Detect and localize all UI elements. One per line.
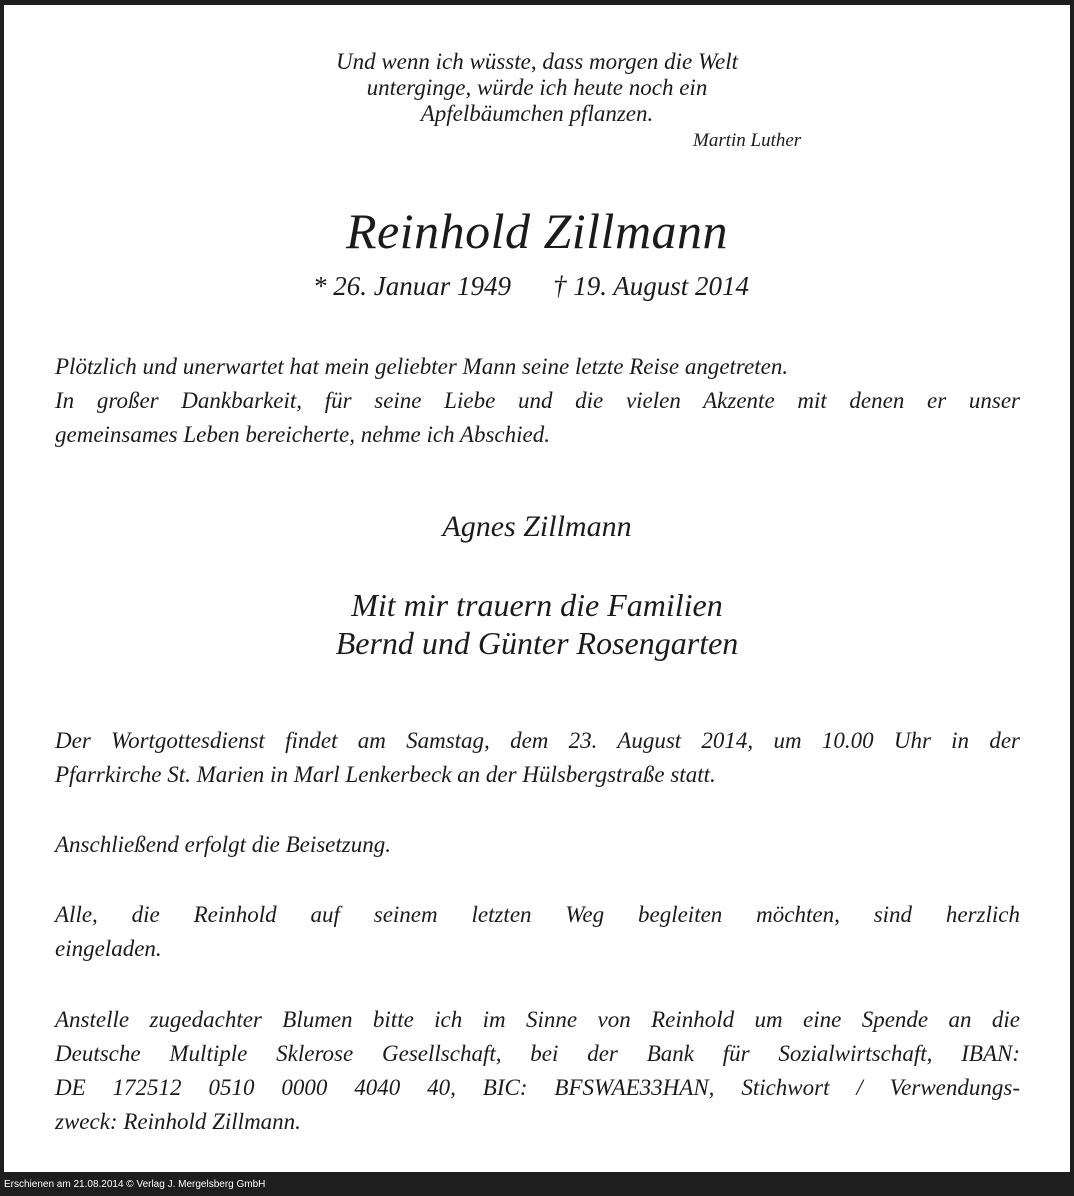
quote-author: Martin Luther <box>693 130 802 151</box>
mourner-name: Agnes Zillmann <box>442 510 632 543</box>
invitation-line-2: eingeladen. <box>55 936 162 961</box>
donation-line-1: Anstelle zugedachter Blumen bitte ich im Sinne von Reinhold um eine Spende an die <box>55 1007 1020 1032</box>
families-line-2: Bernd und Günter Rosengarten <box>335 625 739 661</box>
quote-line-3: Apfelbäumchen pflanzen. <box>420 101 654 126</box>
quote-line-2: unterginge, würde ich heute noch ein <box>366 75 708 100</box>
intro-line-2: In großer Dankbarkeit, für seine Liebe und die vielen Akzente mit denen er unser <box>55 388 1020 413</box>
donation-line-3: DE 172512 0510 0000 4040 40, BIC: BFSWAE33HAN, Stichwort / Verwendungs- <box>55 1075 1020 1100</box>
service-line-2: Pfarrkirche St. Marien in Marl Lenkerbeck an der Hülsbergstraße statt. <box>55 762 716 787</box>
invitation-line-1: Alle, die Reinhold auf seinem letzten Weg begleiten möchten, sind herzlich <box>55 902 1020 927</box>
families-line-1: Mit mir trauern die Familien <box>351 587 723 623</box>
quote-line-1: Und wenn ich wüsste, dass morgen die Welt <box>335 49 739 74</box>
deceased-name: Reinhold Zillmann <box>345 203 729 259</box>
publication-credit: Erschienen am 21.08.2014 © Verlag J. Mergelsberg GmbH <box>4 1179 266 1190</box>
donation-line-4: zweck: Reinhold Zillmann. <box>55 1109 301 1134</box>
donation-line-2: Deutsche Multiple Sklerose Gesellschaft, bei der Bank für Sozialwirtschaft, IBAN: <box>55 1041 1020 1066</box>
burial-text: Anschließend erfolgt die Beisetzung. <box>55 832 391 857</box>
intro-line-3: gemeinsames Leben bereicherte, nehme ich Abschied. <box>55 422 550 447</box>
intro-line-1: Plötzlich und unerwartet hat mein geliebter Mann seine letzte Reise angetreten. <box>55 354 789 379</box>
service-line-1: Der Wortgottesdienst findet am Samstag, dem 23. August 2014, um 10.00 Uhr in der <box>55 728 1020 753</box>
birth-date: * 26. Januar 1949 <box>313 271 511 301</box>
death-date: † 19. August 2014 <box>553 271 750 301</box>
